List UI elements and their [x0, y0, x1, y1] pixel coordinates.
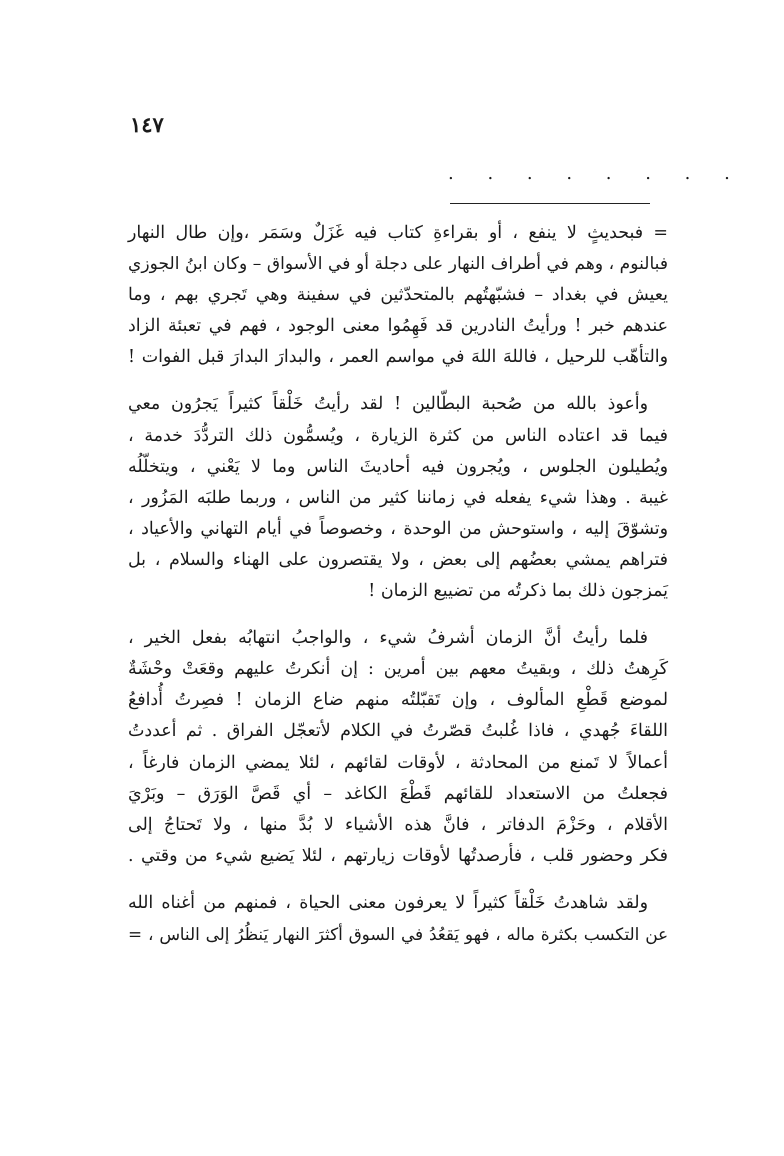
- text-line: فلما رأيتُ أنَّ الزمان أشرفُ شيء ، والواجبُ انتهابُه بفعل الخير ،: [128, 628, 648, 649]
- text-line: فتراهم يمشي بعضُهم إلى بعض ، ولا يقتصرون على الهناء والسلام ، بل: [128, 549, 668, 570]
- text-line: فجعلتُ من الاستعداد للقائهم قَطْعَ الكاغد – أي قَصَّ الوَرَق – وبَرْيَ: [128, 783, 668, 804]
- text-line: أعمالاً لا تَمنع من المحادثة ، لأوقات لقائهم ، لئلا يمضي الزمان فارغاً ،: [128, 752, 668, 773]
- text-line: ولقد شاهدتُ خَلْقاً كثيراً لا يعرفون معنى الحياة ، فمنهم من أغناه الله: [128, 892, 648, 913]
- paragraph-2: [128, 389, 668, 607]
- paragraph-3: [128, 623, 668, 872]
- text-line: لموضع قَطْعِ المألوف ، وإن تَقبّلتُه منهم ضاع الزمان ! فصِرتُ أُدافعُ: [128, 690, 668, 711]
- text-line: = فبحديثٍ لا ينفع ، أو بقراءةِ كتاب فيه غَزَلٌ وسَمَر ،وإن طال النهار: [128, 223, 668, 243]
- separator-rule: [450, 203, 650, 204]
- text-line: عن التكسب بكثرة ماله ، فهو يَقعُدُ في السوق أكثرَ النهار يَنظُرُ إلى الناس ، =: [128, 923, 668, 944]
- text-line: الأقلام ، وحَزْمَ الدفاتر ، فانَّ هذه الأشياء لا بُدَّ منها ، ولا تَحتاجُ إلى: [128, 814, 668, 835]
- text-line: وتشوّقَ إليه ، واستوحش من الوحدة ، وخصوصاً في أيام التهاني والأعياد ،: [128, 518, 668, 539]
- text-line: اللقاءَ جُهدي ، فاذا غُلبتُ قصّرتُ في الكلام لأتعجّل الفراق . ثم أعددتُ: [128, 721, 668, 742]
- main-text: [128, 218, 668, 966]
- text-line: وأعوذ بالله من صُحبة البطّالين ! لقد رأيتُ خَلْقاً كثيراً يَجرُون معي: [128, 394, 648, 415]
- paragraph-1: [128, 218, 668, 373]
- text-line: فكر وحضور قلب ، فأرصدتُها لأوقات زيارتهم ، لئلا يَضيع شيء من وقتي .: [128, 845, 668, 866]
- text-line: ويُطيلون الجلوس ، ويُجرون فيه أحاديثَ الناس وما لا يَعْني ، ويتخلّلُه: [128, 456, 668, 477]
- page-number: ١٤٧: [130, 112, 164, 137]
- text-line: عندهم خبر ! ورأيتُ النادرين قد فَهِمُوا معنى الوجود ، فهم في تعبئة الزاد: [128, 316, 668, 337]
- text-line: والتأهّب للرحيل ، فاللهَ اللهَ في مواسم العمر ، والبدارَ البدارَ قبل الفوات !: [128, 347, 668, 368]
- separator-dots: . . . . . . . .: [448, 163, 744, 184]
- text-line: غيبة . وهذا شيء يفعله في زماننا كثير من الناس ، وربما طلبَه المَزُور ،: [128, 487, 668, 508]
- text-line: فيما قد اعتاده الناس من كثرة الزيارة ، ويُسمُّون ذلك التردُّدَ خدمة ،: [128, 425, 668, 446]
- paragraph-4: [128, 888, 668, 950]
- text-line: فبالنوم ، وهم في أطراف النهار على دجلة أو في الأسواق – وكان ابنُ الجوزي: [128, 254, 668, 275]
- text-line: يَمزجون ذلك بما ذكرتُه من تضييع الزمان !: [368, 581, 668, 602]
- text-line: كَرِهتُ ذلك ، وبقيتُ معهم بين أمرين : إن أنكرتُ عليهم وقعَتْ وحْشَةٌ: [128, 659, 668, 680]
- text-line: يعيش في بغداد – فشبّهتُهم بالمتحدّثين في سفينة وهي تَجري بهم ، وما: [128, 285, 668, 306]
